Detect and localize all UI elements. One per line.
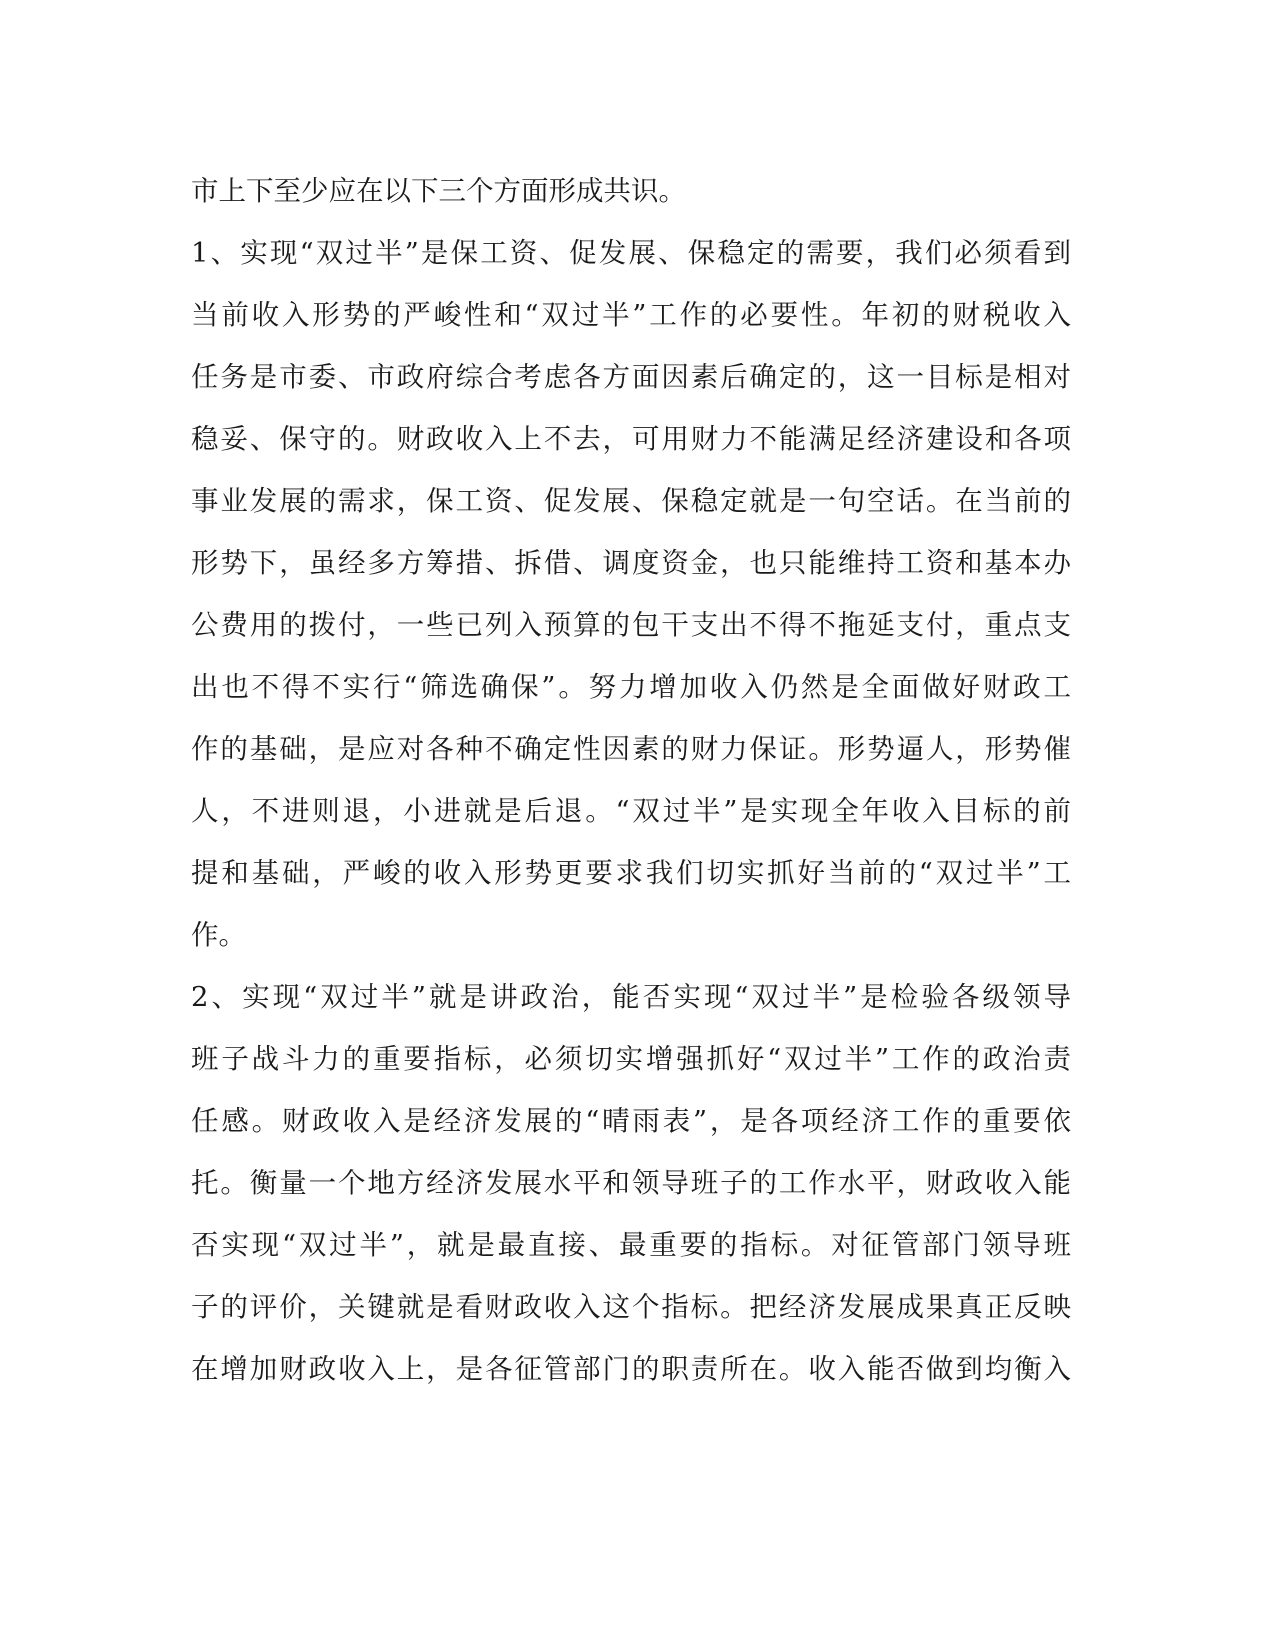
text-line: 任务是市委、市政府综合考虑各方面因素后确定的，这一目标是相对 <box>191 361 1071 393</box>
text-line: 形势下，虽经多方筹措、拆借、调度资金，也只能维持工资和基本办 <box>191 547 1071 579</box>
text-line: 托。衡量一个地方经济发展水平和领导班子的工作水平，财政收入能 <box>191 1167 1071 1199</box>
text-line: 提和基础，严峻的收入形势更要求我们切实抓好当前的“双过半”工 <box>191 857 1071 889</box>
text-line: 人，不进则退，小进就是后退。“双过半”是实现全年收入目标的前 <box>191 795 1071 827</box>
text-line: 出也不得不实行“筛选确保”。努力增加收入仍然是全面做好财政工 <box>191 671 1071 703</box>
text-line: 否实现“双过半”，就是最直接、最重要的指标。对征管部门领导班 <box>191 1229 1071 1261</box>
text-line: 作的基础，是应对各种不确定性因素的财力保证。形势逼人，形势催 <box>191 733 1071 765</box>
text-line: 2、实现“双过半”就是讲政治，能否实现“双过半”是检验各级领导 <box>191 981 1071 1013</box>
text-line: 1、实现“双过半”是保工资、促发展、保稳定的需要，我们必须看到 <box>191 237 1071 269</box>
text-line: 任感。财政收入是经济发展的“晴雨表”，是各项经济工作的重要依 <box>191 1105 1071 1137</box>
text-line: 当前收入形势的严峻性和“双过半”工作的必要性。年初的财税收入 <box>191 299 1071 331</box>
text-line: 作。 <box>191 919 246 951</box>
text-line: 在增加财政收入上，是各征管部门的职责所在。收入能否做到均衡入 <box>191 1353 1071 1385</box>
text-line: 稳妥、保守的。财政收入上不去，可用财力不能满足经济建设和各项 <box>191 423 1071 455</box>
text-line: 公费用的拨付，一些已列入预算的包干支出不得不拖延支付，重点支 <box>191 609 1071 641</box>
text-line: 子的评价，关键就是看财政收入这个指标。把经济发展成果真正反映 <box>191 1291 1071 1323</box>
body-text <box>191 160 1071 1400</box>
text-line: 市上下至少应在以下三个方面形成共识。 <box>191 175 686 207</box>
text-line: 班子战斗力的重要指标，必须切实增强抓好“双过半”工作的政治责 <box>191 1043 1071 1075</box>
text-line: 事业发展的需求，保工资、促发展、保稳定就是一句空话。在当前的 <box>191 485 1071 517</box>
